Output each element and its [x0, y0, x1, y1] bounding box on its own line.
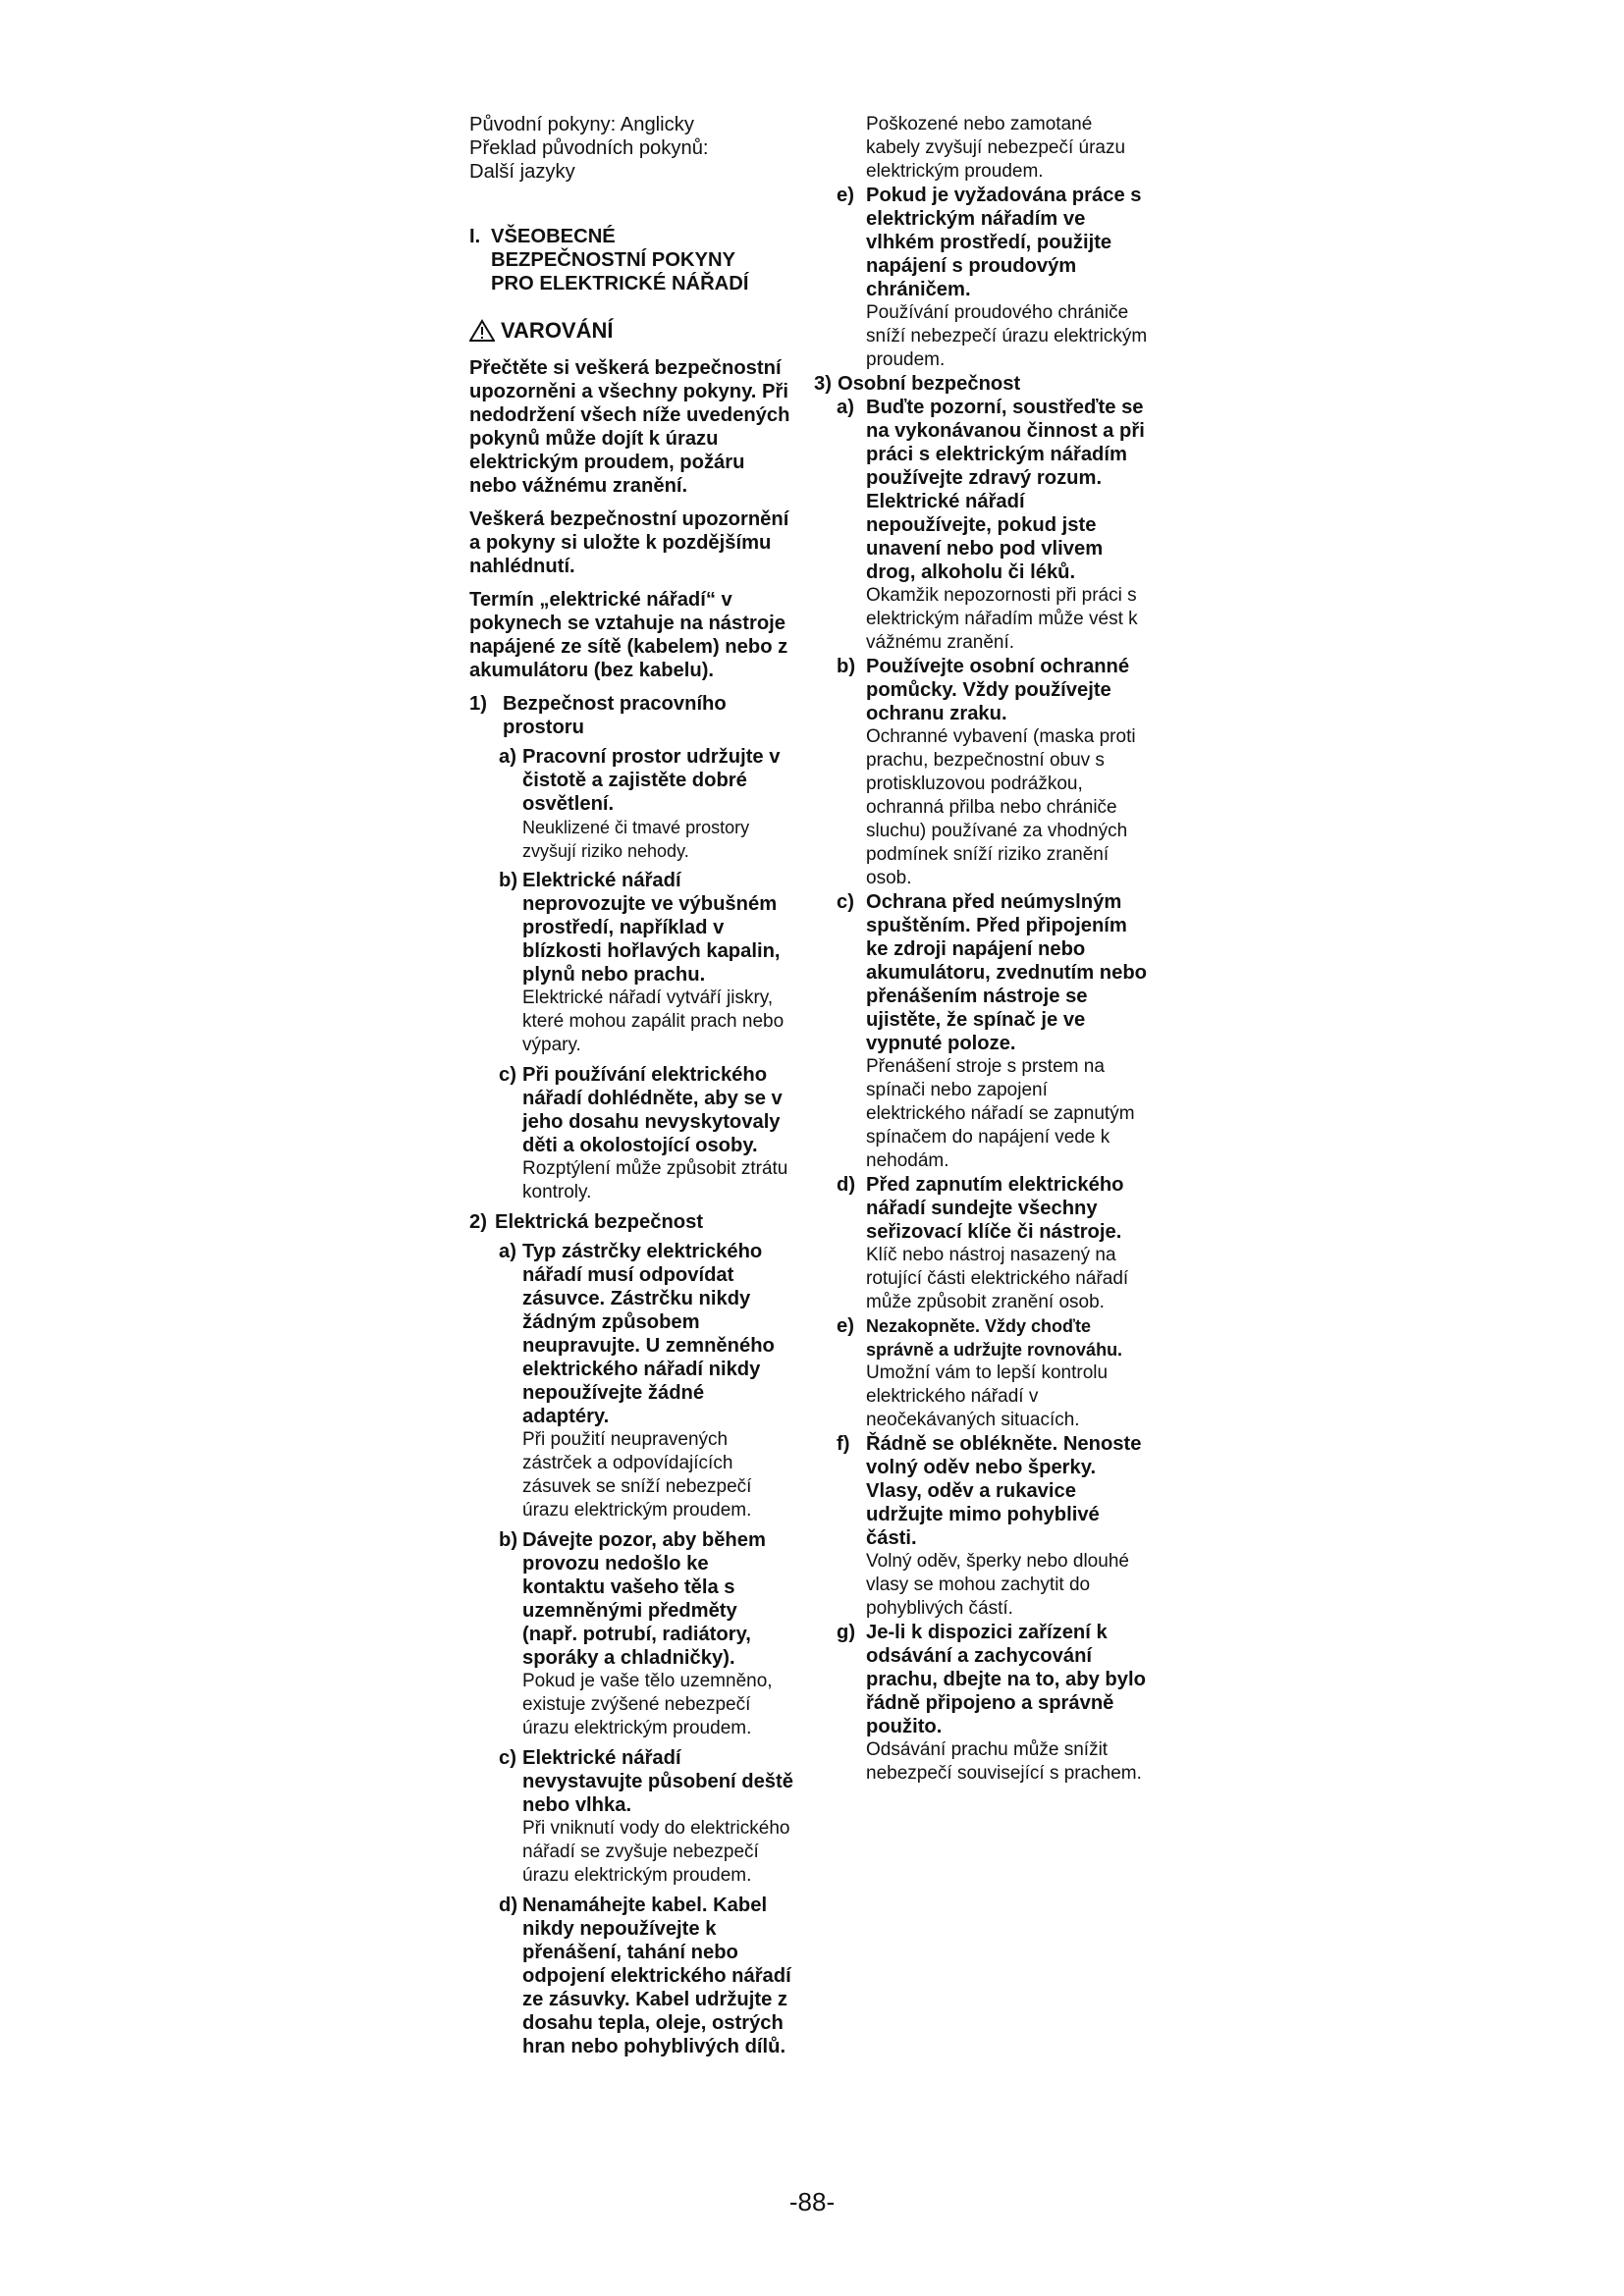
work-area-item-c-bold: Při používání elektrického nářadí dohlédněte, aby se v jeho dosahu nevyskytovaly děti a okolostojící osoby. [522, 1064, 783, 1156]
other-languages: Další jazyky [469, 161, 575, 183]
electrical-item-e: e) Pokud je vyžadována práce s elektrickým nářadím ve vlhkém prostředí, použijte napájení s proudovým chráničem. Používání proudového chrániče sníží nebezpečí úrazu elektrickým proudem. [837, 185, 1148, 370]
personal-item-c-text: Přenášení stroje s prstem na spínači nebo zapojení elektrického nářadí se zapnutým spínačem do napájení vede k nehodám. [866, 1056, 1135, 1171]
electrical-title: Elektrická bezpečnost [495, 1211, 704, 1233]
warning-heading [469, 319, 793, 343]
personal-item-b: b) Používejte osobní ochranné pomůcky. Vždy používejte ochranu zraku. Ochranné vybavení (maska proti prachu, bezpečnostní obuv s protiskluzovou podrážkou, ochranná přilba nebo chrániče sluchu) používané za vhodných podmínek sníží riziko zranění osob. [837, 655, 1149, 890]
electrical-item-b-text: Pokud je vaše tělo uzemněno, existuje zvýšené nebezpečí úrazu elektrickým proudem. [522, 1671, 773, 1738]
original-language: Původní pokyny: Anglicky [469, 114, 694, 135]
personal-item-e-text: Umožní vám to lepší kontrolu elektrického nářadí v neočekávaných situacích. [866, 1362, 1109, 1430]
personal-item-g-text: Odsávání prachu může snížit nebezpečí související s prachem. [866, 1739, 1142, 1784]
section-number: I. [469, 226, 481, 247]
personal-item-d-text: Klíč nebo nástroj nasazený na rotující části elektrického nářadí může způsobit zranění osob. [866, 1245, 1129, 1312]
personal-item-c-bold: Ochrana před neúmyslným spuštěním. Před připojením ke zdroji napájení nebo akumulátoru, zvednutím nebo přenášením nástroje se ujistěte, že spínač je ve vypnuté poloze. [866, 891, 1148, 1054]
personal-item-a: a) Buďte pozorní, soustřeďte se na vykonávanou činnost a při práci s elektrickým nářadím používejte zdravý rozum. Elektrické nářadí nepoužívejte, pokud jste unavení nebo pod vlivem drog, alkoholu či léků. Okamžik nepozornosti při práci s elektrickým nářadím může vést k vážnému zranění. [837, 396, 1149, 655]
personal-item-e: e) Nezakopněte. Vždy choďte správně a udržujte rovnováhu. Umožní vám to lepší kontrolu elektrického nářadí v neočekávaných situacích. [837, 1314, 1149, 1432]
work-area-item-b-bold: Elektrické nářadí neprovozujte ve výbušném prostředí, například v blízkosti hořlavých kapalin, plynů nebo prachu. [522, 870, 781, 986]
personal-heading [814, 372, 1149, 396]
warning-paragraph-1: Přečtěte si veškerá bezpečnostní upozorněni a všechny pokyny. Při nedodržení všech níže uvedených pokynů může dojít k úrazu elektrickým proudem, požáru nebo vážnému zranění. [469, 357, 790, 497]
work-area-number: 1) [469, 693, 487, 715]
work-area-item-c-text: Rozptýlení může způsobit ztrátu kontroly. [522, 1158, 788, 1202]
electrical-item-b: b) Dávejte pozor, aby během provozu nedošlo ke kontaktu vašeho těla s uzemněnými předměty (např. potrubí, radiátory, sporáky a chladničky). Pokud je vaše tělo uzemněno, existuje zvýšené nebezpečí úrazu elektrickým proudem. [499, 1528, 793, 1740]
translation-label: Překlad původních pokynů: [469, 137, 709, 159]
warning-paragraph-3: Termín „elektrické nářadí“ v pokynech se vztahuje na nástroje napájené ze sítě (kabelem) nebo z akumulátoru (bez kabelu). [469, 589, 788, 681]
personal-item-d-bold: Před zapnutím elektrického nářadí sundejte všechny seřizovací klíče či nástroje. [866, 1174, 1124, 1243]
personal-item-a-text: Okamžik nepozornosti při práci s elektrickým nářadím může vést k vážnému zranění. [866, 585, 1138, 653]
personal-item-f-text: Volný oděv, šperky nebo dlouhé vlasy se mohou zachytit do pohyblivých částí. [866, 1551, 1129, 1619]
section-title [469, 225, 793, 295]
electrical-item-c-text: Při vniknutí vody do elektrického nářadí se zvyšuje nebezpečí úrazu elektrickým proudem. [522, 1818, 790, 1886]
warning-paragraph-2: Veškerá bezpečnostní upozornění a pokyny si uložte k pozdějšímu nahlédnutí. [469, 508, 789, 577]
personal-item-b-text: Ochranné vybavení (maska proti prachu, bezpečnostní obuv s protiskluzovou podrážkou, ochranná přilba nebo chrániče sluchu) používané za vhodných podmínek sníží riziko zranění osob. [866, 726, 1136, 888]
electrical-item-a-bold: Typ zástrčky elektrického nářadí musí odpovídat zásuvce. Zástrčku nikdy žádným způsobem neupravujte. U zemněného elektrického nářadí nikdy nepoužívejte žádné adaptéry. [522, 1241, 775, 1427]
electrical-heading [469, 1210, 793, 1234]
work-area-heading [469, 692, 793, 739]
section-title-line-2: BEZPEČNOSTNÍ POKYNY [491, 249, 736, 271]
electrical-item-d: d) Nenamáhejte kabel. Kabel nikdy nepoužívejte k přenášení, tahání nebo odpojení elektrického nářadí ze zásuvky. Kabel udržujte z dosahu tepla, oleje, ostrých hran nebo pohyblivých dílů. [499, 1894, 793, 2058]
electrical-item-d-bold: Nenamáhejte kabel. Kabel nikdy nepoužívejte k přenášení, tahání nebo odpojení elektrického nářadí ze zásuvky. Kabel udržujte z dosahu tepla, oleje, ostrých hran nebo pohyblivých dílů. [522, 1895, 791, 2057]
personal-item-b-bold: Používejte osobní ochranné pomůcky. Vždy používejte ochranu zraku. [866, 656, 1130, 724]
personal-item-g: g) Je-li k dispozici zařízení k odsávání a zachycování prachu, dbejte na to, aby bylo řádně připojeno a správně použito. Odsávání prachu může snížit nebezpečí související s prachem. [837, 1621, 1149, 1786]
personal-item-e-bold: Nezakopněte. Vždy choďte správně a udržujte rovnováhu. [866, 1316, 1123, 1360]
section-title-line-3: PRO ELEKTRICKÉ NÁŘADÍ [491, 273, 749, 294]
work-area-title: Bezpečnost pracovního prostoru [503, 693, 727, 738]
electrical-item-c-bold: Elektrické nářadí nevystavujte působení deště nebo vlhka. [522, 1747, 793, 1816]
personal-item-d: d) Před zapnutím elektrického nářadí sundejte všechny seřizovací klíče či nástroje. Klíč nebo nástroj nasazený na rotující části elektrického nářadí může způsobit zranění osob. [837, 1173, 1149, 1314]
work-area-item-b-text: Elektrické nářadí vytváří jiskry, které mohou zapálit prach nebo výpary. [522, 988, 785, 1055]
personal-item-c: c) Ochrana před neúmyslným spuštěním. Před připojením ke zdroji napájení nebo akumulátoru, zvednutím nebo přenášením nástroje se ujistěte, že spínač je ve vypnuté poloze. Přenášení stroje s prstem na spínači nebo zapojení elektrického nářadí se zapnutým spínačem do napájení vede k nehodám. [837, 891, 1148, 1171]
warning-triangle-icon [469, 319, 495, 343]
page-number: -88- [788, 2187, 836, 2216]
personal-item-a-bold: Buďte pozorní, soustřeďte se na vykonávanou činnost a při práci s elektrickým nářadím používejte zdravý rozum. Elektrické nářadí nepoužívejte, pokud jste unavení nebo pod vlivem drog, alkoholu či léků. [866, 397, 1145, 583]
personal-item-g-bold: Je-li k dispozici zařízení k odsávání a zachycování prachu, dbejte na to, aby bylo řádně připojeno a správně použito. [866, 1622, 1146, 1737]
electrical-item-e-bold: Pokud je vyžadována práce s elektrickým nářadím ve vlhkém prostředí, použijte napájení s proudovým chráničem. [866, 185, 1142, 300]
work-area-item-c: c) Při používání elektrického nářadí dohlédněte, aby se v jeho dosahu nevyskytovaly děti a okolostojící osoby. Rozptýlení může způsobit ztrátu kontroly. [499, 1063, 793, 1204]
work-area-item-b: b) Elektrické nářadí neprovozujte ve výbušném prostředí, například v blízkosti hořlavých kapalin, plynů nebo prachu. Elektrické nářadí vytváří jiskry, které mohou zapálit prach nebo výpary. [499, 869, 793, 1057]
warning-title: VAROVÁNÍ [501, 318, 614, 343]
electrical-item-a-text: Při použití neupravených zástrček a odpovídajících zásuvek se sníží nebezpečí úrazu elektrickým proudem. [522, 1429, 752, 1521]
right-column [815, 113, 1149, 1786]
personal-title: Osobní bezpečnost [838, 373, 1021, 395]
electrical-item-a: a) Typ zástrčky elektrického nářadí musí odpovídat zásuvce. Zástrčku nikdy žádným způsobem neupravujte. U zemněného elektrického nářadí nikdy nepoužívejte žádné adaptéry. Při použití neupravených zástrček a odpovídajících zásuvek se sníží nebezpečí úrazu elektrickým proudem. [499, 1240, 793, 1522]
personal-item-f: f) Řádně se oblékněte. Nenoste volný oděv nebo šperky. Vlasy, oděv a rukavice udržujte mimo pohyblivé části. Volný oděv, šperky nebo dlouhé vlasy se mohou zachytit do pohyblivých částí. [837, 1432, 1149, 1621]
electrical-item-d-text: Poškozené nebo zamotané kabely zvyšují nebezpečí úrazu elektrickým proudem. [866, 114, 1126, 182]
electrical-item-b-bold: Dávejte pozor, aby během provozu nedošlo ke kontaktu vašeho těla s uzemněnými předměty (např. potrubí, radiátory, sporáky a chladničky). [522, 1529, 766, 1669]
personal-number: 3) [814, 373, 832, 395]
personal-item-f-bold: Řádně se oblékněte. Nenoste volný oděv nebo šperky. Vlasy, oděv a rukavice udržujte mimo pohyblivé části. [866, 1433, 1142, 1549]
electrical-item-c: c) Elektrické nářadí nevystavujte působení deště nebo vlhka. Při vniknutí vody do elektrického nářadí se zvyšuje nebezpečí úrazu elektrickým proudem. [499, 1747, 793, 1886]
work-area-item-a-text: Neuklizené či tmavé prostory zvyšují riziko nehody. [522, 818, 750, 861]
left-column [469, 113, 793, 2058]
electrical-number: 2) [469, 1211, 487, 1233]
section-title-line-1: VŠEOBECNÉ [491, 226, 616, 247]
work-area-item-a: a) Pracovní prostor udržujte v čistotě a zajistěte dobré osvětlení. Neuklizené či tmavé prostory zvyšují riziko nehody. [499, 745, 793, 863]
electrical-item-e-text: Používání proudového chrániče sníží nebezpečí úrazu elektrickým proudem. [866, 302, 1148, 370]
work-area-item-a-bold: Pracovní prostor udržujte v čistotě a zajistěte dobré osvětlení. [522, 746, 781, 815]
